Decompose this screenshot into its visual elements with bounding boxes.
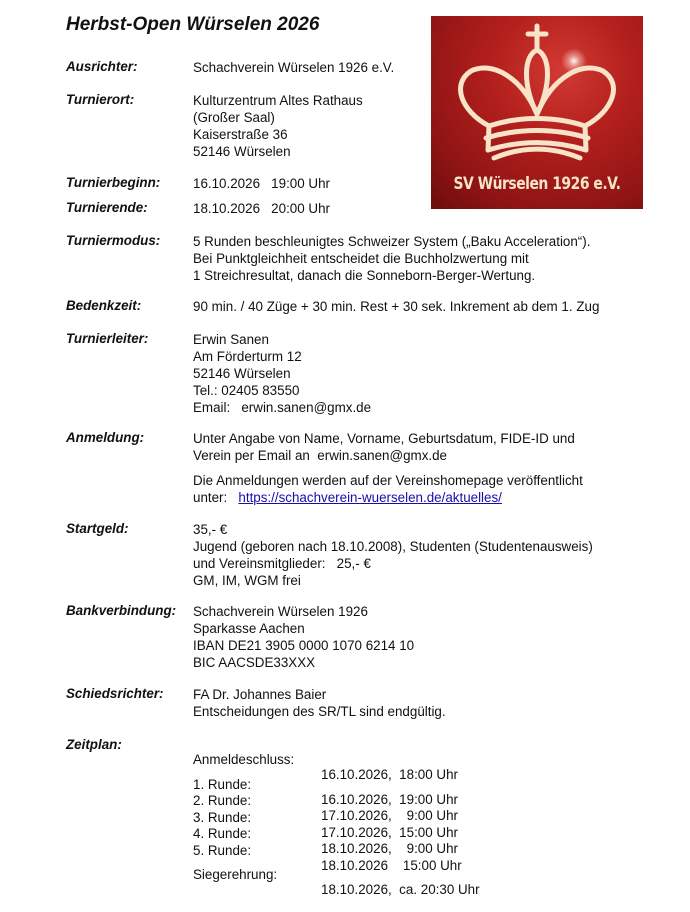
schedule-item-name: 3. Runde: [193, 809, 252, 825]
label-anmeldung: Anmeldung: [66, 430, 145, 445]
bank-line: Sparkasse Aachen [193, 621, 305, 636]
label-turnierende: Turnierende: [66, 200, 148, 215]
label-startgeld: Startgeld: [66, 521, 129, 536]
bedenkzeit-value: 90 min. / 40 Züge + 30 min. Rest + 30 sek. Inkrement ab dem 1. Zug [193, 299, 600, 314]
turnierort-line: (Großer Saal) [193, 110, 275, 125]
turniermodus-line: Bei Punktgleichheit entscheidet die Buchholzwertung mit [193, 251, 529, 266]
label-zeitplan: Zeitplan: [66, 737, 122, 752]
schiedsrichter-line: FA Dr. Johannes Baier [193, 687, 327, 702]
startgeld-line: 35,- € [193, 522, 228, 537]
anmeldung-note: Die Anmeldungen werden auf der Vereinshomepage veröffentlicht [193, 473, 583, 488]
light-flare [561, 48, 587, 74]
bank-line: Schachverein Würselen 1926 [193, 604, 368, 619]
anmeldung-line: Unter Angabe von Name, Vorname, Geburtsdatum, FIDE-ID und [193, 431, 575, 446]
bank-iban: IBAN DE21 3905 0000 1070 6214 10 [193, 638, 415, 653]
label-turnierort: Turnierort: [66, 92, 135, 107]
label-bankverbindung: Bankverbindung: [66, 603, 177, 618]
turniermodus-line: 1 Streichresultat, danach die Sonneborn-Berger-Wertung. [193, 268, 536, 283]
document-title: Herbst-Open Würselen 2026 [66, 14, 320, 35]
schedule-item-name: Siegerehrung: [193, 867, 278, 882]
label-schiedsrichter: Schiedsrichter: [66, 686, 164, 701]
schedule-item-name: 2. Runde: [193, 793, 252, 808]
schedule-item-name: 1. Runde: [193, 776, 252, 792]
label-turnierleiter: Turnierleiter: [66, 331, 149, 346]
bank-bic: BIC AACSDE33XXX [193, 655, 316, 670]
turnierleiter-line: Tel.: 02405 83550 [193, 383, 300, 398]
turnierleiter-email: Email: erwin.sanen@gmx.de [193, 400, 372, 415]
schedule-item-value: 17.10.2026, 15:00 Uhr [321, 824, 458, 840]
startgeld-line: Jugend (geboren nach 18.10.2008), Studenten (Studentenausweis) [193, 539, 593, 554]
schedule-item-name: 4. Runde: [193, 826, 252, 841]
schedule-item-value: 18.10.2026, 9:00 Uhr [321, 841, 458, 856]
turnierort-line: 52146 Würselen [193, 144, 291, 159]
schedule [193, 737, 480, 897]
logo-text: SV Würselen 1926 e.V. [453, 174, 621, 194]
homepage-link[interactable]: https://schachverein-wuerselen.de/aktuelles/ [238, 490, 502, 505]
schedule-item-name: Anmeldeschluss: [193, 752, 295, 767]
schiedsrichter-line: Entscheidungen des SR/TL sind endgültig. [193, 704, 446, 719]
turnierleiter-line: 52146 Würselen [193, 366, 291, 381]
schedule-row [193, 737, 458, 782]
turnierleiter-line: Erwin Sanen [193, 332, 269, 347]
turnierleiter-line: Am Förderturm 12 [193, 349, 302, 364]
turniermodus-line: 5 Runden beschleunigtes Schweizer System („Baku Acceleration“). [193, 234, 591, 249]
startgeld-line: GM, IM, WGM frei [193, 573, 301, 588]
club-logo [431, 16, 643, 209]
schedule-item-value: 16.10.2026, 18:00 Uhr [321, 767, 458, 782]
turnierende-value: 18.10.2026 20:00 Uhr [193, 201, 330, 216]
label-turnierbeginn: Turnierbeginn: [66, 175, 161, 190]
turnierort-line: Kaiserstraße 36 [193, 127, 288, 142]
schedule-item-value: 18.10.2026 15:00 Uhr [321, 857, 462, 873]
anmeldung-line: Verein per Email an erwin.sanen@gmx.de [193, 448, 448, 463]
turnierort-line: Kulturzentrum Altes Rathaus [193, 93, 363, 108]
ausrichter-value: Schachverein Würselen 1926 e.V. [193, 60, 395, 75]
label-ausrichter: Ausrichter: [66, 59, 138, 74]
label-turniermodus: Turniermodus: [66, 233, 161, 248]
anmeldung-link-line [193, 489, 583, 506]
schedule-item-value: 17.10.2026, 9:00 Uhr [321, 808, 458, 823]
schedule-item-value: 18.10.2026, ca. 20:30 Uhr [321, 882, 480, 897]
link-prefix: unter: [193, 490, 239, 505]
label-bedenkzeit: Bedenkzeit: [66, 298, 142, 313]
turnierbeginn-value: 16.10.2026 19:00 Uhr [193, 176, 330, 191]
startgeld-line: und Vereinsmitglieder: 25,- € [193, 556, 371, 571]
schedule-item-value: 16.10.2026, 19:00 Uhr [321, 791, 458, 807]
schedule-item-name: 5. Runde: [193, 842, 252, 858]
